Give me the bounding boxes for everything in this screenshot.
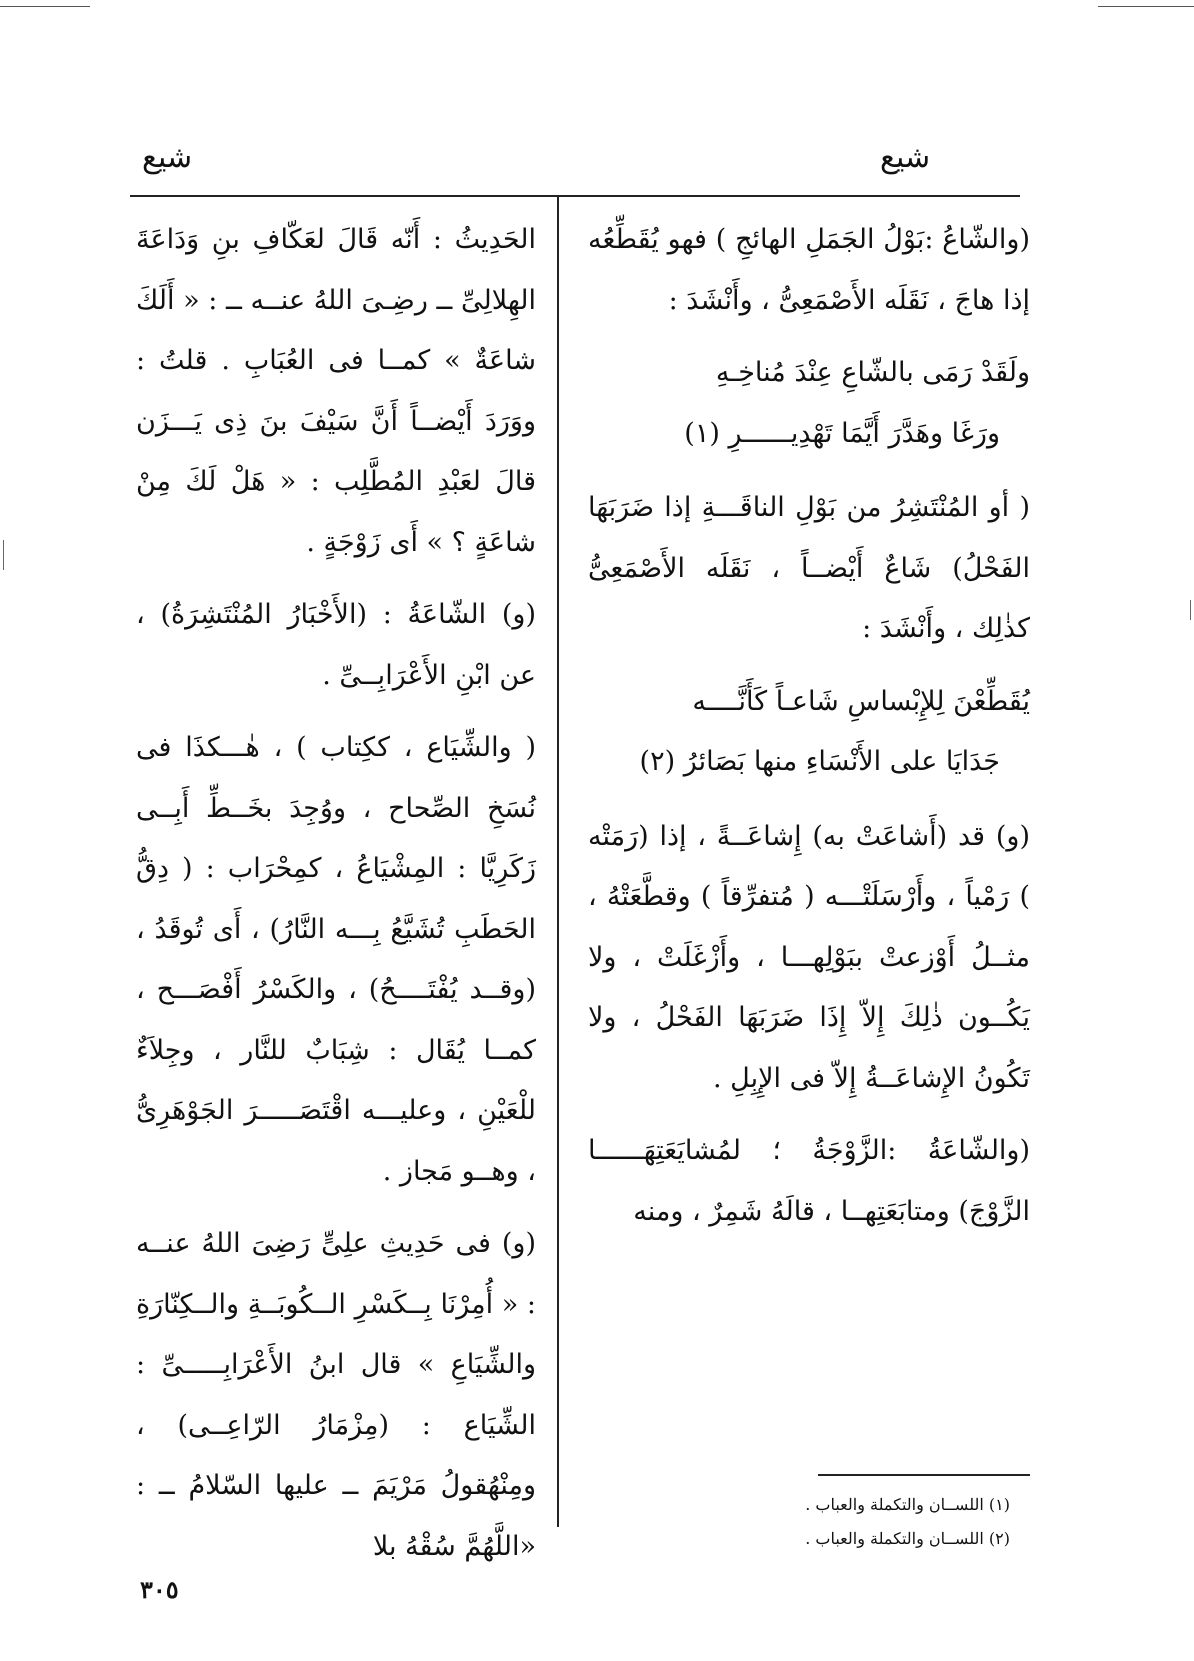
verse bbox=[588, 672, 1030, 793]
paragraph: ( والشِّيَاع ، ككِتاب ) ، هٰـــكذَا فى نُسَخِ الصِّحاح ، ووُجِدَ بخَــطِّ أَبِــى زَكَرِيَّا : المِشْيَاعُ ، كمِحْرَاب : ( دِقُّ الحَطَبِ تُشَيَّعُ بِـــه النَّارُ) ، أَى تُوقَدُ ، (وقــد يُفْتَــــحُ) ، والكَسْرُ أَفْصَـــح ، كمــا يُقَال : شِبَابٌ للنَّار ، وجِلاَءٌ للْعَيْنِ ، وعليـــه اقْتَصَـــــرَ الجَوْهَرِىُّ ، وهــو مَجاز . bbox=[136, 732, 536, 1187]
margin-mark bbox=[1190, 600, 1191, 620]
paragraph: (و) فى حَدِيثِ علِىٍّ رَضِىَ اللهُ عنــه : « أُمِرْنَا بِــكَسْرِ الــكُوبَــةِ والــكِنّارَةِ والشِّيَاعِ » قال ابنُ الأَعْرَابِـــــىِّ : الشِّيَاع : (مِزْمَارُ الرّاعِــى) ، ومِنْهُقولُ مَرْيَمَ ــ عليها السّلامُ ــ : «اللَّهُمَّ سُقْهُ بلا bbox=[136, 1228, 536, 1562]
footnote: (١) اللســان والتكملة والعباب . bbox=[805, 1495, 1010, 1514]
verse bbox=[588, 343, 1030, 464]
left-column bbox=[136, 210, 536, 1589]
verse-line: ولَقَدْ رَمَى بالشّاعِ عِنْدَ مُناخِـهِ bbox=[715, 357, 1030, 388]
verse-line: ورَغَا وهَدَّرَ أَيَّمَا تَهْدِيــــــرِ (١) bbox=[684, 417, 1000, 449]
footnotes bbox=[700, 1488, 1010, 1556]
scan-edge-line bbox=[1098, 6, 1194, 7]
verse-line: يُقَطِّعْنَ لِلإِبْساسِ شَاعـاً كَأَنَّــــه bbox=[692, 685, 1030, 717]
margin-mark bbox=[3, 540, 4, 570]
page-number: ٣٠٥ bbox=[140, 1575, 179, 1604]
paragraph: الحَدِيثُ : أَنّه قَالَ لعَكّافِ بنِ وَدَاعَةَ الهِلالِىِّ ــ رضِـىَ اللهُ عنــه ــ : « أَلَكَ شاعَةٌ » كمــا فى العُبَابِ . قلتُ : ووَرَدَ أَيْضــاً أَنَّ سَيْفَ بنَ ذِى يَـــزَن قالَ لعَبْدِ المُطَّلِب : « هَلْ لَكَ مِنْ شاعَةٍ ؟ » أَى زَوْجَةٍ . bbox=[136, 224, 536, 558]
paragraph: (والشّاعَةُ :الزَّوْجَةُ ؛ لمُشايَعَتِهَــــــا الزَّوْجَ) ومتابَعَتِهــا ، قالَهُ شَمِرٌ ، ومنه bbox=[588, 1135, 1030, 1227]
header-rule bbox=[130, 195, 1020, 197]
header-word-left: شيع bbox=[142, 140, 193, 175]
footnote: (٢) اللســان والتكملة والعباب . bbox=[805, 1529, 1010, 1548]
paragraph: ( أو المُنْتَشِرُ من بَوْلِ الناقَـــةِ إذا ضَرَبَهَا الفَحْلُ) شَاعٌ أَيْضــاً ، نَقَلَه الأَصْمَعِىُّ كذٰلِك ، وأَنْشَدَ : bbox=[588, 492, 1030, 644]
header-word-right: شيع bbox=[880, 140, 931, 175]
column-divider bbox=[557, 195, 559, 1527]
verse-line: جَدَايَا على الأَنْسَاءِ منها بَصَائرُ (٢) bbox=[639, 746, 1000, 777]
scan-edge-line bbox=[0, 6, 90, 7]
paragraph: (و) قد (أَشاعَتْ به) إِشاعَــةً ، إذا (رَمَتْه ) رَمْياً ، وأَرْسَلَتْـــه ( مُتفرِّقاً ) وقطَّعَتْهُ ، مثــلُ أَوْزعتْ ببَوْلِهـــا ، وأَزْغَلَتْ ، ولا يَكُــون ذٰلِكَ إِلاّ إِذَا ضَرَبَهَا الفَحْلُ ، ولا تَكُونُ الإِشاعَــةُ إِلاّ فى الإِبِلِ . bbox=[588, 820, 1030, 1094]
paragraph: (و) الشّاعَةُ : (الأَخْبَارُ المُنْتَشِرَةُ) ، عن ابْنِ الأَعْرَابِــىِّ . bbox=[136, 599, 536, 691]
paragraph: (والشّاعُ :بَوْلُ الجَمَلِ الهائجِ ) فهو يُقَطِّعُه إذا هاجَ ، نَقَلَه الأَصْمَعِىُّ ، وأَنْشَدَ : bbox=[588, 224, 1030, 316]
right-column bbox=[588, 210, 1030, 1254]
footnote-rule bbox=[818, 1474, 1030, 1476]
